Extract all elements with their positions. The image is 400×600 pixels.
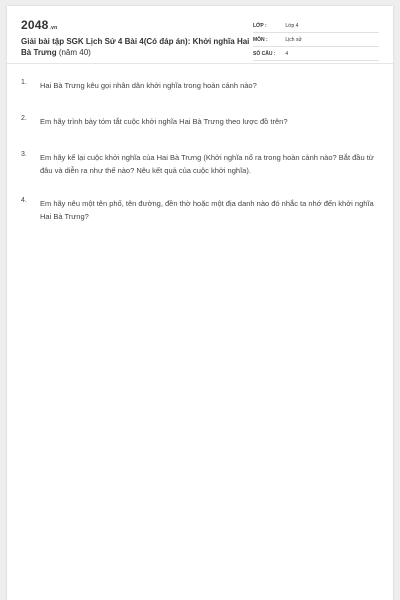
meta-grade-label: LỚP : (253, 23, 267, 29)
question-text: Em hãy trình bày tóm tắt cuộc khởi nghĩa Hai Bà Trưng theo lược đồ trên? (40, 117, 288, 126)
document-title-main: Giải bài tập SGK Lịch Sử 4 Bài 4(Có đáp án): Khởi nghĩa Hai Bà Trưng (21, 37, 250, 57)
meta-subject-value: Lịch sử (285, 37, 302, 43)
question-text: Em hãy kể lại cuộc khởi nghĩa của Hai Bà Trưng (Khởi nghĩa nổ ra trong hoàn cảnh nào? Bắt đầu từ đâu và diễn ra như thế nào? Nêu kết quả của cuộc khởi nghĩa). (40, 153, 374, 175)
document-page (7, 6, 393, 600)
site-logo[interactable] (21, 18, 57, 32)
meta-subject-row (253, 34, 379, 47)
meta-subject-label: MÔN : (253, 37, 268, 43)
question-number: 2. (21, 115, 27, 122)
meta-count-label: SỐ CÂU : (253, 51, 276, 57)
meta-grade-row (253, 20, 379, 33)
document-title-sub: (năm 40) (58, 47, 91, 57)
question-text: Hai Bà Trưng kêu gọi nhân dân khởi nghĩa trong hoàn cảnh nào? (40, 81, 257, 90)
meta-grade-value: Lớp 4 (285, 23, 299, 29)
meta-count-value: 4 (285, 51, 289, 57)
question-number: 1. (21, 79, 27, 86)
question-number: 3. (21, 151, 27, 158)
logo-tld: .vn (49, 25, 58, 31)
logo-main: 2048 (21, 18, 49, 32)
question-text: Em hãy nêu một tên phố, tên đường, đền thờ hoặc một địa danh nào đó nhắc ta nhớ đến khởi nghĩa Hai Bà Trưng? (40, 199, 374, 221)
meta-count-row (253, 48, 379, 61)
question-number: 4. (21, 197, 27, 204)
document-header (7, 6, 393, 64)
document-title (21, 37, 253, 58)
